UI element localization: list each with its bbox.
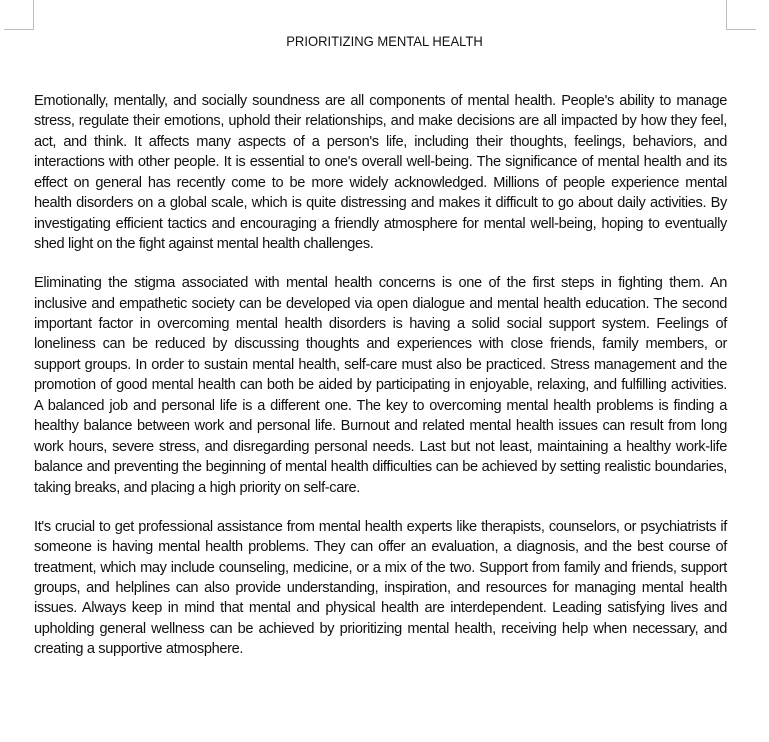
paragraph-intro: Emotionally, mentally, and socially soundness are all components of mental health. People's ability to manage stress, regulate their emotions, uphold their relationships, and make decisions are all impacted by how they feel, act, and think. It affects many aspects of a person's life, including their thoughts, feelings, behaviors, and interactions with other people. It is essential to one's overall well-being. The significance of mental health and its effect on general has recently come to be more widely acknowledged. Millions of people experience mental health disorders on a global scale, which is quite distressing and makes it difficult to go about daily activities. By investigating efficient tactics and encouraging a friendly atmosphere for mental well-being, hoping to eventually shed light on the fight against mental health challenges.: [34, 93, 727, 253]
document-body[interactable]: [34, 91, 727, 678]
top-left-margin-mark: [0, 0, 40, 34]
paragraph-professional-help: It's crucial to get professional assistance from mental health experts like therapists, counselors, or psychiatrists if someone is having mental health problems. They can offer an evaluation, a diagnosis, and the best course of treatment, which may include counseling, medicine, or a mix of the two. Support from family and friends, support groups, and helplines can also provide understanding, inspiration, and resources for managing mental health issues. Always keep in mind that mental and physical health are interdependent. Leading satisfying lives and upholding general wellness can be achieved by prioritizing mental health, receiving help when necessary, and creating a supportive atmosphere.: [34, 518, 727, 658]
margin-mark-horizontal-line: [726, 29, 756, 30]
document-title: PRIORITIZING MENTAL HEALTH: [286, 33, 483, 49]
margin-mark-vertical-line: [33, 0, 34, 30]
margin-mark-vertical-line: [726, 0, 727, 30]
top-right-margin-mark: [720, 0, 769, 34]
margin-mark-horizontal-line: [4, 29, 34, 30]
paragraph-strategies: Eliminating the stigma associated with mental health concerns is one of the first steps in fighting them. An inclusive and empathetic society can be developed via open dialogue and mental health education. The second important factor in overcoming mental health disorders is having a solid social support system. Feelings of loneliness can be reduced by discussing thoughts and experiences with close friends, family members, or support groups. In order to sustain mental health, self-care must also be practiced. Stress management and the promotion of good mental health can both be aided by participating in enjoyable, relaxing, and fulfilling activities. A balanced job and personal life is a different one. The key to overcoming mental health problems is finding a healthy balance between work and personal life. Burnout and related mental health issues can result from long work hours, severe stress, and disregarding personal needs. Last but not least, maintaining a healthy work-life balance and preventing the beginning of mental health difficulties can be achieved by setting realistic boundaries, taking breaks, and placing a high priority on self-care.: [34, 275, 727, 496]
